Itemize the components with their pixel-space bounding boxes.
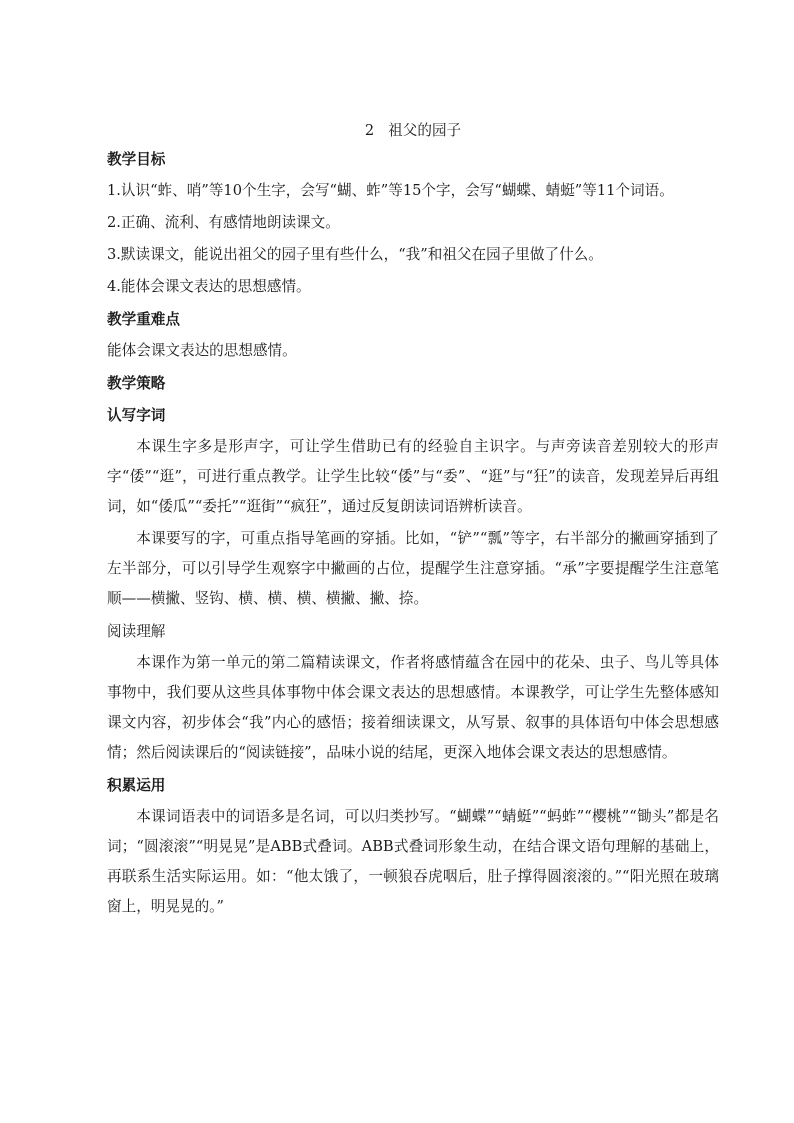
lesson-title: [107, 120, 719, 142]
lesson-title-text: 祖父的园子: [388, 122, 462, 139]
accumulation-heading: 积累运用: [107, 777, 166, 794]
words-paragraph: 本课要写的字，可重点指导笔画的穿插。比如，“铲”“瓢”等字，右半部分的撇画穿插到了左半部分，可以引导学生观察字中撇画的占位，提醒学生注意穿插。“承”字要提醒学生注意笔顺——横撇、竖钩、横、横、横、横撇、撇、捺。: [107, 530, 719, 607]
reading-heading: 阅读理解: [107, 623, 166, 640]
goal-item: 4.能体会课文表达的思想感情。: [107, 278, 311, 295]
goal-item: 1.认识“蚱、哨”等10个生字，会写“蝴、蚱”等15个字，会写“蝴蝶、蜻蜓”等11个词语。: [107, 182, 674, 199]
accumulation-paragraph: 本课词语表中的词语多是名词，可以归类抄写。“蝴蝶”“蜻蜓”“蚂蚱”“樱桃”“锄头”都是名词；“圆滚滚”“明晃晃”是ABB式叠词。ABB式叠词形象生动，在结合课文语句理解的基础上，再联系生活实际运用。如：“他太饿了，一顿狼吞虎咽后，肚子撑得圆滚滚的。”“阳光照在玻璃窗上，明晃晃的。”: [107, 808, 719, 915]
words-paragraph: 本课生字多是形声字，可让学生借助已有的经验自主识字。与声旁读音差别较大的形声字“倭”“逛”，可进行重点教学。让学生比较“倭”与“委”、“逛”与“狂”的读音，发现差异后再组词，如“倭瓜”“委托”“逛街”“疯狂”，通过反复朗读词语辨析读音。: [107, 438, 719, 515]
lesson-number: 2: [364, 122, 375, 139]
key-points-heading: 教学重难点: [107, 311, 180, 328]
goal-item: 2.正确、流利、有感情地朗读课文。: [107, 214, 340, 231]
reading-paragraph: 本课作为第一单元的第二篇精读课文，作者将感情蕴含在园中的花朵、虫子、鸟儿等具体事物中，我们要从这些具体事物中体会课文表达的思想感情。本课教学，可让学生先整体感知课文内容，初步体会“我”内心的感悟；接着细读课文，从写景、叙事的具体语句中体会思想感情；然后阅读课后的“阅读链接”，品味小说的结尾，更深入地体会课文表达的思想感情。: [107, 654, 719, 761]
goals-heading: 教学目标: [107, 151, 166, 168]
goal-item: 3.默读课文，能说出祖父的园子里有些什么，“我”和祖父在园子里做了什么。: [107, 246, 603, 263]
document-body: [107, 120, 719, 924]
key-points-text: 能体会课文表达的思想感情。: [107, 342, 297, 359]
words-heading: 认写字词: [107, 407, 166, 424]
strategy-heading: 教学策略: [107, 375, 166, 392]
